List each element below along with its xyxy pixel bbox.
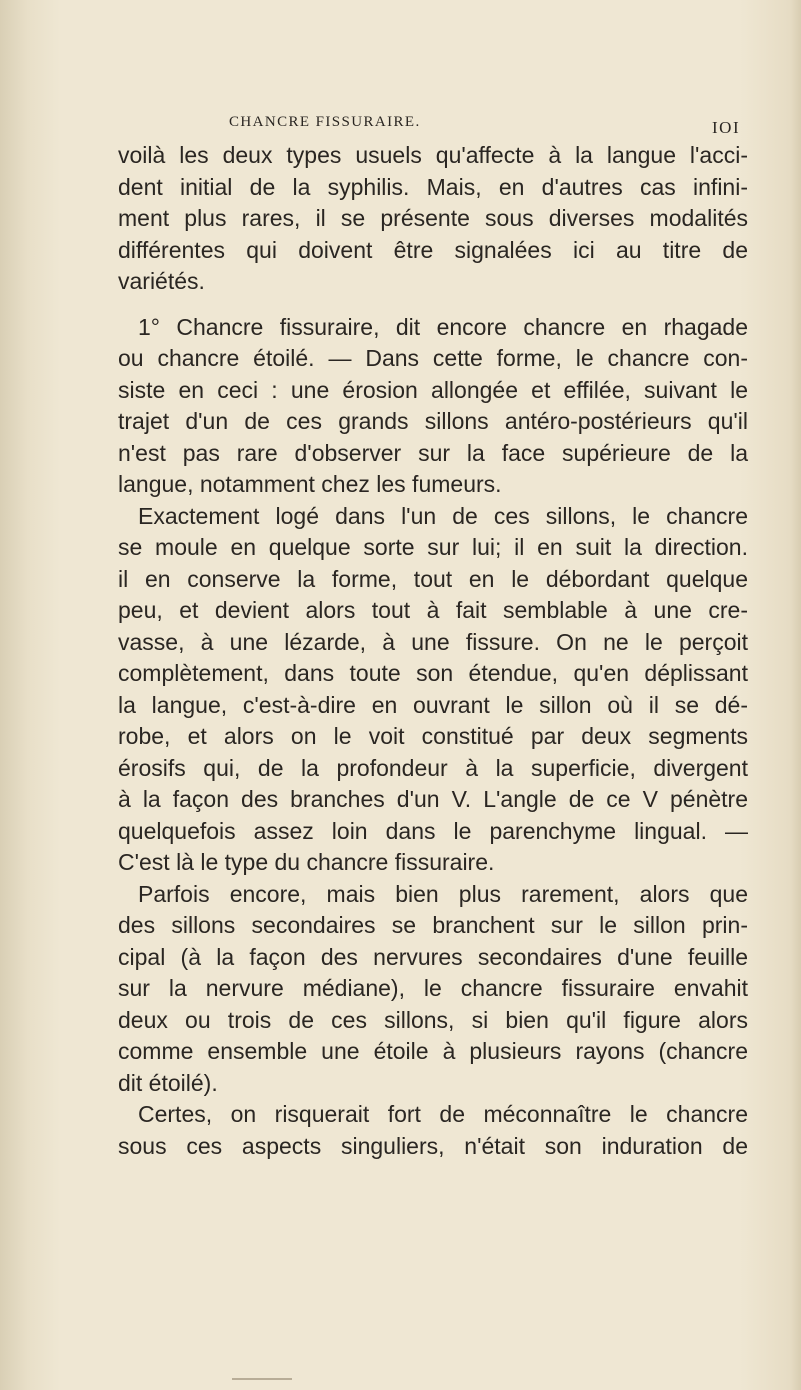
text-line: Parfois encore, mais bien plus rarement, alors que xyxy=(138,880,748,907)
text-line: dent initial de la syphilis. Mais, en d'autres cas infini- xyxy=(118,173,748,200)
text-line: différentes qui doivent être signalées ici au titre de xyxy=(118,236,748,263)
text-line: voilà les deux types usuels qu'affecte à la langue l'acci- xyxy=(118,142,748,168)
text-line: n'est pas rare d'observer sur la face supérieure de la xyxy=(118,439,748,466)
text-line: ou chancre étoilé. — Dans cette forme, le chancre con- xyxy=(118,345,748,371)
text-line: siste en ceci : une érosion allongée et effilée, suivant le xyxy=(118,376,748,403)
page-number: IOI xyxy=(712,118,741,137)
text-line: des sillons secondaires se branchent sur le sillon prin- xyxy=(118,912,748,938)
paragraph-gap xyxy=(118,298,748,312)
text-line: il en conserve la forme, tout en le débordant quelque xyxy=(118,565,748,592)
text-line: dit étoilé). xyxy=(118,1069,218,1096)
text-line: deux ou trois de ces sillons, si bien qu'il figure alors xyxy=(118,1006,748,1033)
text-line: sur la nervure médiane), le chancre fissuraire envahit xyxy=(118,975,748,1001)
text-line: à la façon des branches d'un V. L'angle de ce V pénètre xyxy=(118,786,748,812)
text-line: érosifs qui, de la profondeur à la superficie, divergent xyxy=(118,754,748,781)
text-line: Exactement logé dans l'un de ces sillons, le chancre xyxy=(138,502,748,529)
text-line: se moule en quelque sorte sur lui; il en suit la direction. xyxy=(118,534,748,560)
text-line: cipal (à la façon des nervures secondaires d'une feuille xyxy=(118,943,748,970)
text-line: vasse, à une lézarde, à une fissure. On ne le perçoit xyxy=(118,628,748,655)
running-head: CHANCRE FISSURAIRE. xyxy=(229,114,421,130)
body-text xyxy=(118,140,748,1162)
text-line: variétés. xyxy=(118,268,205,294)
text-line: langue, notamment chez les fumeurs. xyxy=(118,471,502,497)
text-line: quelquefois assez loin dans le parenchyme lingual. — xyxy=(118,817,748,844)
text-line: ment plus rares, il se présente sous diverses modalités xyxy=(118,205,748,231)
text-line: sous ces aspects singuliers, n'était son induration de xyxy=(118,1132,748,1159)
text-line: 1° Chancre fissuraire, dit encore chancre en rhagade xyxy=(138,313,748,340)
text-line: peu, et devient alors tout à fait semblable à une cre- xyxy=(118,597,748,623)
text-line: Certes, on risquerait fort de méconnaître le chancre xyxy=(138,1101,748,1127)
text-line: la langue, c'est-à-dire en ouvrant le sillon où il se dé- xyxy=(118,691,748,718)
text-line: complètement, dans toute son étendue, qu'en déplissant xyxy=(118,660,748,686)
page-smudge xyxy=(232,1378,292,1380)
text-line: comme ensemble une étoile à plusieurs rayons (chancre xyxy=(118,1038,748,1064)
text-line: C'est là le type du chancre fissuraire. xyxy=(118,849,495,875)
text-line: robe, et alors on le voit constitué par deux segments xyxy=(118,723,748,749)
text-line: trajet d'un de ces grands sillons antéro-postérieurs qu'il xyxy=(118,408,748,434)
page-header xyxy=(0,106,801,136)
